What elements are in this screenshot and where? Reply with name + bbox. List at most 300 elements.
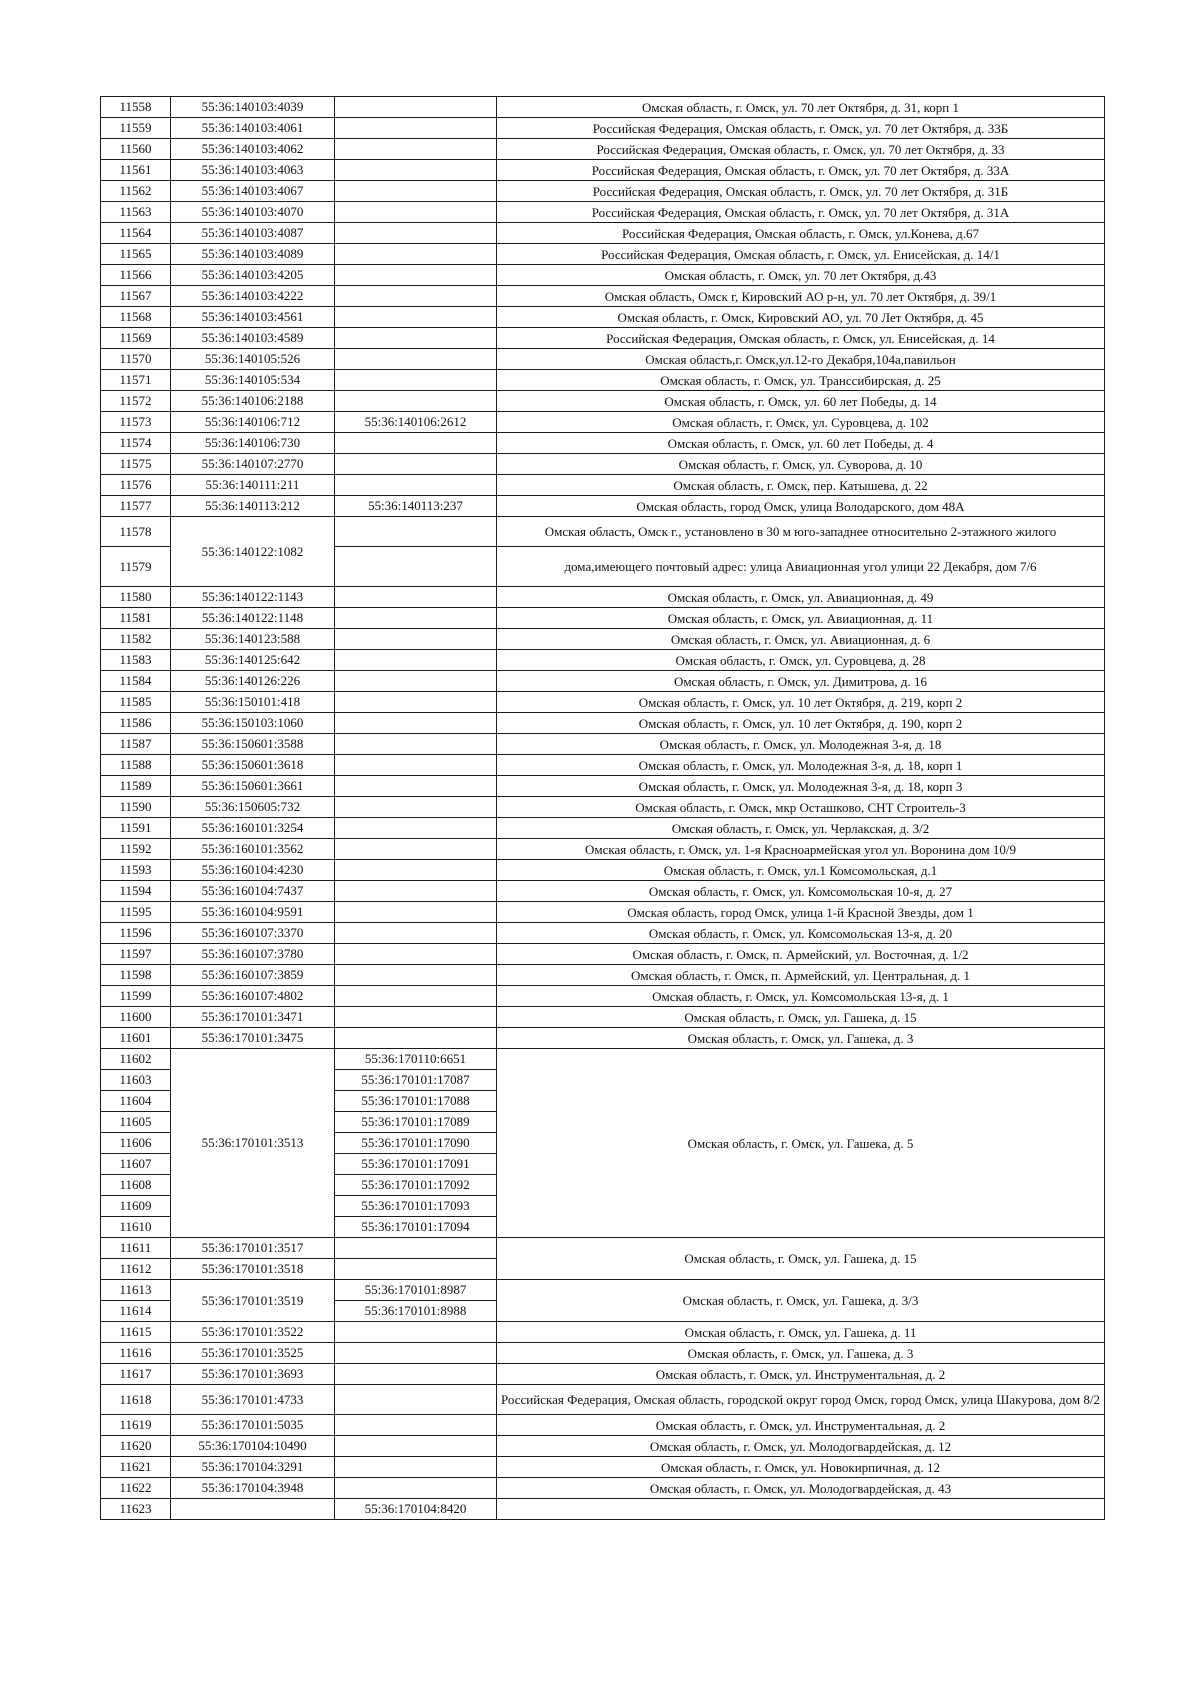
linked-cadastral-number-cell	[335, 202, 497, 223]
table-row	[101, 223, 1105, 244]
table-row	[101, 860, 1105, 881]
linked-cadastral-number-cell	[335, 244, 497, 265]
cadastral-number-cell: 55:36:140123:588	[171, 629, 335, 650]
linked-cadastral-number-cell	[335, 160, 497, 181]
row-number-cell: 11582	[101, 629, 171, 650]
address-cell: Омская область, г. Омск, ул. Суворова, д. 10	[497, 454, 1105, 475]
linked-cadastral-number-cell: 55:36:140113:237	[335, 496, 497, 517]
linked-cadastral-number-cell: 55:36:170101:17088	[335, 1091, 497, 1112]
address-cell: Омская область, г. Омск, ул. Инструментальная, д. 2	[497, 1415, 1105, 1436]
cadastral-number-cell: 55:36:140103:4070	[171, 202, 335, 223]
cadastral-number-cell: 55:36:170101:3471	[171, 1007, 335, 1028]
row-number-cell: 11595	[101, 902, 171, 923]
cadastral-number-cell: 55:36:140126:226	[171, 671, 335, 692]
linked-cadastral-number-cell	[335, 139, 497, 160]
linked-cadastral-number-cell	[335, 692, 497, 713]
table-row	[101, 755, 1105, 776]
linked-cadastral-number-cell	[335, 433, 497, 454]
row-number-cell: 11568	[101, 307, 171, 328]
cadastral-number-cell: 55:36:160107:3780	[171, 944, 335, 965]
address-cell: Омская область, г. Омск, ул. Комсомольская 13-я, д. 20	[497, 923, 1105, 944]
row-number-cell: 11607	[101, 1154, 171, 1175]
cadastral-number-cell: 55:36:170101:3518	[171, 1259, 335, 1280]
linked-cadastral-number-cell: 55:36:170101:17090	[335, 1133, 497, 1154]
address-cell: Омская область, г. Омск, ул. Суровцева, д. 102	[497, 412, 1105, 433]
address-cell: Омская область, г. Омск, п. Армейский, ул. Центральная, д. 1	[497, 965, 1105, 986]
cadastral-number-cell: 55:36:170101:3525	[171, 1343, 335, 1364]
cadastral-number-cell: 55:36:160107:3859	[171, 965, 335, 986]
table-row	[101, 1364, 1105, 1385]
row-number-cell: 11609	[101, 1196, 171, 1217]
row-number-cell: 11603	[101, 1070, 171, 1091]
cadastral-number-cell: 55:36:140122:1148	[171, 608, 335, 629]
table-row	[101, 181, 1105, 202]
row-number-cell: 11622	[101, 1478, 171, 1499]
cadastral-number-cell: 55:36:170104:3948	[171, 1478, 335, 1499]
row-number-cell: 11580	[101, 587, 171, 608]
cadastral-number-cell: 55:36:170101:3519	[171, 1280, 335, 1322]
row-number-cell: 11573	[101, 412, 171, 433]
linked-cadastral-number-cell	[335, 265, 497, 286]
linked-cadastral-number-cell	[335, 1457, 497, 1478]
registry-table	[100, 96, 1105, 1520]
cadastral-number-cell: 55:36:140103:4062	[171, 139, 335, 160]
row-number-cell: 11614	[101, 1301, 171, 1322]
linked-cadastral-number-cell	[335, 1238, 497, 1259]
linked-cadastral-number-cell: 55:36:170101:17092	[335, 1175, 497, 1196]
row-number-cell: 11586	[101, 713, 171, 734]
table-row	[101, 265, 1105, 286]
address-cell: Омская область, г. Омск, Кировский АО, ул. 70 Лет Октября, д. 45	[497, 307, 1105, 328]
row-number-cell: 11574	[101, 433, 171, 454]
row-number-cell: 11620	[101, 1436, 171, 1457]
cadastral-number-cell: 55:36:140122:1082	[171, 517, 335, 587]
address-cell: Российская Федерация, Омская область, г. Омск, ул. 70 лет Октября, д. 33	[497, 139, 1105, 160]
row-number-cell: 11576	[101, 475, 171, 496]
cadastral-number-cell: 55:36:140111:211	[171, 475, 335, 496]
cadastral-number-cell: 55:36:140103:4039	[171, 97, 335, 118]
cadastral-number-cell: 55:36:150601:3661	[171, 776, 335, 797]
row-number-cell: 11590	[101, 797, 171, 818]
table-row	[101, 160, 1105, 181]
table-row	[101, 629, 1105, 650]
linked-cadastral-number-cell	[335, 923, 497, 944]
address-cell: Омская область, г. Омск, ул. Димитрова, д. 16	[497, 671, 1105, 692]
table-row	[101, 286, 1105, 307]
linked-cadastral-number-cell: 55:36:170101:17089	[335, 1112, 497, 1133]
cadastral-number-cell: 55:36:170101:3475	[171, 1028, 335, 1049]
table-row	[101, 1028, 1105, 1049]
linked-cadastral-number-cell	[335, 1415, 497, 1436]
table-row	[101, 587, 1105, 608]
table-row	[101, 881, 1105, 902]
row-number-cell: 11579	[101, 547, 171, 587]
address-cell: Омская область, г. Омск, ул. Молодогвардейская, д. 43	[497, 1478, 1105, 1499]
table-row	[101, 349, 1105, 370]
address-cell: Омская область, г. Омск, ул. 60 лет Победы, д. 4	[497, 433, 1105, 454]
address-cell: Омская область, г. Омск, ул. Комсомольская 10-я, д. 27	[497, 881, 1105, 902]
address-cell: Омская область, г. Омск, ул. Новокирпичная, д. 12	[497, 1457, 1105, 1478]
cadastral-number-cell	[171, 1499, 335, 1520]
linked-cadastral-number-cell	[335, 1364, 497, 1385]
row-number-cell: 11615	[101, 1322, 171, 1343]
registry-document	[100, 96, 1104, 1520]
row-number-cell: 11592	[101, 839, 171, 860]
row-number-cell: 11563	[101, 202, 171, 223]
table-row	[101, 1457, 1105, 1478]
address-cell: Омская область,г. Омск,ул.12-го Декабря,104а,павильон	[497, 349, 1105, 370]
table-row	[101, 734, 1105, 755]
cadastral-number-cell: 55:36:140122:1143	[171, 587, 335, 608]
cadastral-number-cell: 55:36:140106:730	[171, 433, 335, 454]
address-cell: Омская область, г. Омск, ул. 70 лет Октября, д.43	[497, 265, 1105, 286]
cadastral-number-cell: 55:36:170101:3693	[171, 1364, 335, 1385]
linked-cadastral-number-cell	[335, 1322, 497, 1343]
table-row	[101, 391, 1105, 412]
address-cell: Омская область, г. Омск, ул. Авиационная, д. 11	[497, 608, 1105, 629]
table-row	[101, 608, 1105, 629]
cadastral-number-cell: 55:36:150601:3588	[171, 734, 335, 755]
linked-cadastral-number-cell	[335, 902, 497, 923]
row-number-cell: 11600	[101, 1007, 171, 1028]
row-number-cell: 11605	[101, 1112, 171, 1133]
address-cell: Омская область, г. Омск, ул. 10 лет Октября, д. 219, корп 2	[497, 692, 1105, 713]
row-number-cell: 11593	[101, 860, 171, 881]
address-cell: Омская область, г. Омск, ул. 60 лет Победы, д. 14	[497, 391, 1105, 412]
linked-cadastral-number-cell	[335, 97, 497, 118]
table-row	[101, 118, 1105, 139]
cadastral-number-cell: 55:36:140103:4061	[171, 118, 335, 139]
table-row	[101, 496, 1105, 517]
address-cell: Омская область, г. Омск, ул. Гашека, д. 15	[497, 1007, 1105, 1028]
table-row	[101, 328, 1105, 349]
cadastral-number-cell: 55:36:140103:4063	[171, 160, 335, 181]
row-number-cell: 11569	[101, 328, 171, 349]
cadastral-number-cell: 55:36:170101:4733	[171, 1385, 335, 1415]
linked-cadastral-number-cell	[335, 370, 497, 391]
address-cell	[497, 1499, 1105, 1520]
row-number-cell: 11618	[101, 1385, 171, 1415]
linked-cadastral-number-cell: 55:36:170101:17091	[335, 1154, 497, 1175]
address-cell: дома,имеющего почтовый адрес: улица Авиационная угол улици 22 Декабря, дом 7/6	[497, 547, 1105, 587]
address-cell: Омская область, г. Омск, ул. Молодогвардейская, д. 12	[497, 1436, 1105, 1457]
row-number-cell: 11583	[101, 650, 171, 671]
address-cell: Российская Федерация, Омская область, г. Омск, ул. Енисейская, д. 14/1	[497, 244, 1105, 265]
row-number-cell: 11598	[101, 965, 171, 986]
linked-cadastral-number-cell	[335, 475, 497, 496]
table-row	[101, 433, 1105, 454]
row-number-cell: 11599	[101, 986, 171, 1007]
linked-cadastral-number-cell: 55:36:170101:17094	[335, 1217, 497, 1238]
address-cell: Омская область, г. Омск, ул. Черлакская, д. 3/2	[497, 818, 1105, 839]
linked-cadastral-number-cell	[335, 629, 497, 650]
address-cell: Омская область, г. Омск, ул. 70 лет Октября, д. 31, корп 1	[497, 97, 1105, 118]
cadastral-number-cell: 55:36:160107:4802	[171, 986, 335, 1007]
cadastral-number-cell: 55:36:140106:2188	[171, 391, 335, 412]
linked-cadastral-number-cell	[335, 118, 497, 139]
linked-cadastral-number-cell: 55:36:170101:8988	[335, 1301, 497, 1322]
table-row	[101, 97, 1105, 118]
row-number-cell: 11559	[101, 118, 171, 139]
row-number-cell: 11564	[101, 223, 171, 244]
cadastral-number-cell: 55:36:150101:418	[171, 692, 335, 713]
linked-cadastral-number-cell	[335, 860, 497, 881]
linked-cadastral-number-cell	[335, 755, 497, 776]
address-cell: Российская Федерация, Омская область, городской округ город Омск, город Омск, улица Шакурова, дом 8/2	[497, 1385, 1105, 1415]
address-cell: Омская область, город Омск, улица Володарского, дом 48А	[497, 496, 1105, 517]
table-row	[101, 713, 1105, 734]
address-cell: Омская область, Омск г., установлено в 30 м юго-западнее относительно 2-этажного жилого	[497, 517, 1105, 547]
cadastral-number-cell: 55:36:140103:4087	[171, 223, 335, 244]
row-number-cell: 11565	[101, 244, 171, 265]
cadastral-number-cell: 55:36:160104:7437	[171, 881, 335, 902]
row-number-cell: 11601	[101, 1028, 171, 1049]
linked-cadastral-number-cell	[335, 608, 497, 629]
table-row	[101, 517, 1105, 547]
row-number-cell: 11608	[101, 1175, 171, 1196]
cadastral-number-cell: 55:36:170104:10490	[171, 1436, 335, 1457]
row-number-cell: 11611	[101, 1238, 171, 1259]
table-row	[101, 1007, 1105, 1028]
table-row	[101, 412, 1105, 433]
cadastral-number-cell: 55:36:140106:712	[171, 412, 335, 433]
row-number-cell: 11578	[101, 517, 171, 547]
table-row	[101, 650, 1105, 671]
cadastral-number-cell: 55:36:150601:3618	[171, 755, 335, 776]
cadastral-number-cell: 55:36:140103:4205	[171, 265, 335, 286]
cadastral-number-cell: 55:36:140103:4089	[171, 244, 335, 265]
linked-cadastral-number-cell: 55:36:140106:2612	[335, 412, 497, 433]
row-number-cell: 11596	[101, 923, 171, 944]
linked-cadastral-number-cell	[335, 454, 497, 475]
address-cell: Российская Федерация, Омская область, г. Омск, ул. 70 лет Октября, д. 31А	[497, 202, 1105, 223]
row-number-cell: 11561	[101, 160, 171, 181]
cadastral-number-cell: 55:36:140103:4561	[171, 307, 335, 328]
address-cell: Российская Федерация, Омская область, г. Омск, ул. 70 лет Октября, д. 33А	[497, 160, 1105, 181]
row-number-cell: 11613	[101, 1280, 171, 1301]
table-row	[101, 965, 1105, 986]
linked-cadastral-number-cell	[335, 286, 497, 307]
row-number-cell: 11606	[101, 1133, 171, 1154]
linked-cadastral-number-cell	[335, 547, 497, 587]
table-row	[101, 1322, 1105, 1343]
address-cell: Омская область, г. Омск, п. Армейский, ул. Восточная, д. 1/2	[497, 944, 1105, 965]
row-number-cell: 11566	[101, 265, 171, 286]
address-cell: Омская область, г. Омск, ул. Гашека, д. 15	[497, 1238, 1105, 1280]
cadastral-number-cell: 55:36:140103:4067	[171, 181, 335, 202]
cadastral-number-cell: 55:36:170101:5035	[171, 1415, 335, 1436]
address-cell: Омская область, г. Омск, ул. Гашека, д. 3/3	[497, 1280, 1105, 1322]
address-cell: Омская область, г. Омск, ул. Гашека, д. 3	[497, 1343, 1105, 1364]
linked-cadastral-number-cell: 55:36:170101:17087	[335, 1070, 497, 1091]
linked-cadastral-number-cell	[335, 391, 497, 412]
linked-cadastral-number-cell	[335, 965, 497, 986]
address-cell: Омская область, г. Омск, ул. Гашека, д. 3	[497, 1028, 1105, 1049]
address-cell: Омская область, город Омск, улица 1-й Красной Звезды, дом 1	[497, 902, 1105, 923]
row-number-cell: 11560	[101, 139, 171, 160]
table-row	[101, 776, 1105, 797]
linked-cadastral-number-cell: 55:36:170101:17093	[335, 1196, 497, 1217]
row-number-cell: 11616	[101, 1343, 171, 1364]
row-number-cell: 11562	[101, 181, 171, 202]
address-cell: Омская область, г. Омск, ул.1 Комсомольская, д.1	[497, 860, 1105, 881]
table-row	[101, 986, 1105, 1007]
address-cell: Омская область, г. Омск, пер. Катышева, д. 22	[497, 475, 1105, 496]
cadastral-number-cell: 55:36:140103:4589	[171, 328, 335, 349]
address-cell: Омская область, г. Омск, ул. Гашека, д. 11	[497, 1322, 1105, 1343]
address-cell: Российская Федерация, Омская область, г. Омск, ул. 70 лет Октября, д. 31Б	[497, 181, 1105, 202]
cadastral-number-cell: 55:36:170104:3291	[171, 1457, 335, 1478]
address-cell: Омская область, г. Омск, мкр Осташково, СНТ Строитель-3	[497, 797, 1105, 818]
cadastral-number-cell: 55:36:160104:4230	[171, 860, 335, 881]
address-cell: Омская область, г. Омск, ул. Комсомольская 13-я, д. 1	[497, 986, 1105, 1007]
linked-cadastral-number-cell	[335, 223, 497, 244]
row-number-cell: 11591	[101, 818, 171, 839]
table-row	[101, 923, 1105, 944]
linked-cadastral-number-cell	[335, 1478, 497, 1499]
linked-cadastral-number-cell	[335, 349, 497, 370]
table-row	[101, 818, 1105, 839]
cadastral-number-cell: 55:36:150605:732	[171, 797, 335, 818]
row-number-cell: 11584	[101, 671, 171, 692]
table-row	[101, 1478, 1105, 1499]
row-number-cell: 11587	[101, 734, 171, 755]
linked-cadastral-number-cell	[335, 818, 497, 839]
registry-table-body	[101, 97, 1105, 1520]
row-number-cell: 11571	[101, 370, 171, 391]
row-number-cell: 11602	[101, 1049, 171, 1070]
table-row	[101, 1436, 1105, 1457]
row-number-cell: 11597	[101, 944, 171, 965]
linked-cadastral-number-cell	[335, 986, 497, 1007]
address-cell: Российская Федерация, Омская область, г. Омск, ул.Конева, д.67	[497, 223, 1105, 244]
linked-cadastral-number-cell	[335, 944, 497, 965]
table-row	[101, 1280, 1105, 1301]
address-cell: Омская область, г. Омск, ул. Молодежная 3-я, д. 18, корп 3	[497, 776, 1105, 797]
address-cell: Омская область, г. Омск, ул. Авиационная, д. 6	[497, 629, 1105, 650]
row-number-cell: 11623	[101, 1499, 171, 1520]
linked-cadastral-number-cell	[335, 1343, 497, 1364]
cadastral-number-cell: 55:36:170101:3522	[171, 1322, 335, 1343]
table-row	[101, 839, 1105, 860]
cadastral-number-cell: 55:36:160101:3254	[171, 818, 335, 839]
linked-cadastral-number-cell	[335, 776, 497, 797]
cadastral-number-cell: 55:36:170101:3517	[171, 1238, 335, 1259]
linked-cadastral-number-cell	[335, 307, 497, 328]
address-cell: Российская Федерация, Омская область, г. Омск, ул. 70 лет Октября, д. 33Б	[497, 118, 1105, 139]
linked-cadastral-number-cell	[335, 1385, 497, 1415]
table-row	[101, 671, 1105, 692]
address-cell: Омская область, Омск г, Кировский АО р-н, ул. 70 лет Октября, д. 39/1	[497, 286, 1105, 307]
row-number-cell: 11612	[101, 1259, 171, 1280]
row-number-cell: 11558	[101, 97, 171, 118]
linked-cadastral-number-cell	[335, 671, 497, 692]
address-cell: Омская область, г. Омск, ул. 1-я Красноармейская угол ул. Воронина дом 10/9	[497, 839, 1105, 860]
address-cell: Омская область, г. Омск, ул. Гашека, д. 5	[497, 1049, 1105, 1238]
linked-cadastral-number-cell: 55:36:170110:6651	[335, 1049, 497, 1070]
address-cell: Российская Федерация, Омская область, г. Омск, ул. Енисейская, д. 14	[497, 328, 1105, 349]
row-number-cell: 11604	[101, 1091, 171, 1112]
row-number-cell: 11570	[101, 349, 171, 370]
row-number-cell: 11575	[101, 454, 171, 475]
row-number-cell: 11588	[101, 755, 171, 776]
table-row	[101, 202, 1105, 223]
linked-cadastral-number-cell: 55:36:170104:8420	[335, 1499, 497, 1520]
linked-cadastral-number-cell	[335, 328, 497, 349]
row-number-cell: 11594	[101, 881, 171, 902]
cadastral-number-cell: 55:36:140105:534	[171, 370, 335, 391]
linked-cadastral-number-cell	[335, 839, 497, 860]
cadastral-number-cell: 55:36:160107:3370	[171, 923, 335, 944]
address-cell: Омская область, г. Омск, ул. 10 лет Октября, д. 190, корп 2	[497, 713, 1105, 734]
row-number-cell: 11585	[101, 692, 171, 713]
table-row	[101, 1415, 1105, 1436]
address-cell: Омская область, г. Омск, ул. Транссибирская, д. 25	[497, 370, 1105, 391]
cadastral-number-cell: 55:36:140125:642	[171, 650, 335, 671]
table-row	[101, 692, 1105, 713]
cadastral-number-cell: 55:36:160104:9591	[171, 902, 335, 923]
linked-cadastral-number-cell	[335, 881, 497, 902]
cadastral-number-cell: 55:36:140107:2770	[171, 454, 335, 475]
row-number-cell: 11619	[101, 1415, 171, 1436]
table-row	[101, 1343, 1105, 1364]
address-cell: Омская область, г. Омск, ул. Молодежная 3-я, д. 18, корп 1	[497, 755, 1105, 776]
table-row	[101, 1499, 1105, 1520]
table-row	[101, 1238, 1105, 1259]
address-cell: Омская область, г. Омск, ул. Инструментальная, д. 2	[497, 1364, 1105, 1385]
row-number-cell: 11610	[101, 1217, 171, 1238]
linked-cadastral-number-cell	[335, 1259, 497, 1280]
row-number-cell: 11589	[101, 776, 171, 797]
linked-cadastral-number-cell	[335, 1007, 497, 1028]
table-row	[101, 944, 1105, 965]
cadastral-number-cell: 55:36:140103:4222	[171, 286, 335, 307]
table-row	[101, 1385, 1105, 1415]
linked-cadastral-number-cell	[335, 1028, 497, 1049]
table-row	[101, 475, 1105, 496]
linked-cadastral-number-cell	[335, 1436, 497, 1457]
address-cell: Омская область, г. Омск, ул. Молодежная 3-я, д. 18	[497, 734, 1105, 755]
linked-cadastral-number-cell	[335, 181, 497, 202]
row-number-cell: 11581	[101, 608, 171, 629]
row-number-cell: 11577	[101, 496, 171, 517]
row-number-cell: 11572	[101, 391, 171, 412]
linked-cadastral-number-cell	[335, 650, 497, 671]
cadastral-number-cell: 55:36:140113:212	[171, 496, 335, 517]
table-row	[101, 797, 1105, 818]
cadastral-number-cell: 55:36:150103:1060	[171, 713, 335, 734]
linked-cadastral-number-cell	[335, 517, 497, 547]
table-row	[101, 244, 1105, 265]
address-cell: Омская область, г. Омск, ул. Авиационная, д. 49	[497, 587, 1105, 608]
cadastral-number-cell: 55:36:140105:526	[171, 349, 335, 370]
cadastral-number-cell: 55:36:160101:3562	[171, 839, 335, 860]
row-number-cell: 11567	[101, 286, 171, 307]
table-row	[101, 139, 1105, 160]
linked-cadastral-number-cell	[335, 587, 497, 608]
table-row	[101, 370, 1105, 391]
row-number-cell: 11617	[101, 1364, 171, 1385]
table-row	[101, 307, 1105, 328]
table-row	[101, 454, 1105, 475]
linked-cadastral-number-cell: 55:36:170101:8987	[335, 1280, 497, 1301]
table-row	[101, 902, 1105, 923]
linked-cadastral-number-cell	[335, 713, 497, 734]
row-number-cell: 11621	[101, 1457, 171, 1478]
address-cell: Омская область, г. Омск, ул. Суровцева, д. 28	[497, 650, 1105, 671]
cadastral-number-cell: 55:36:170101:3513	[171, 1049, 335, 1238]
linked-cadastral-number-cell	[335, 797, 497, 818]
